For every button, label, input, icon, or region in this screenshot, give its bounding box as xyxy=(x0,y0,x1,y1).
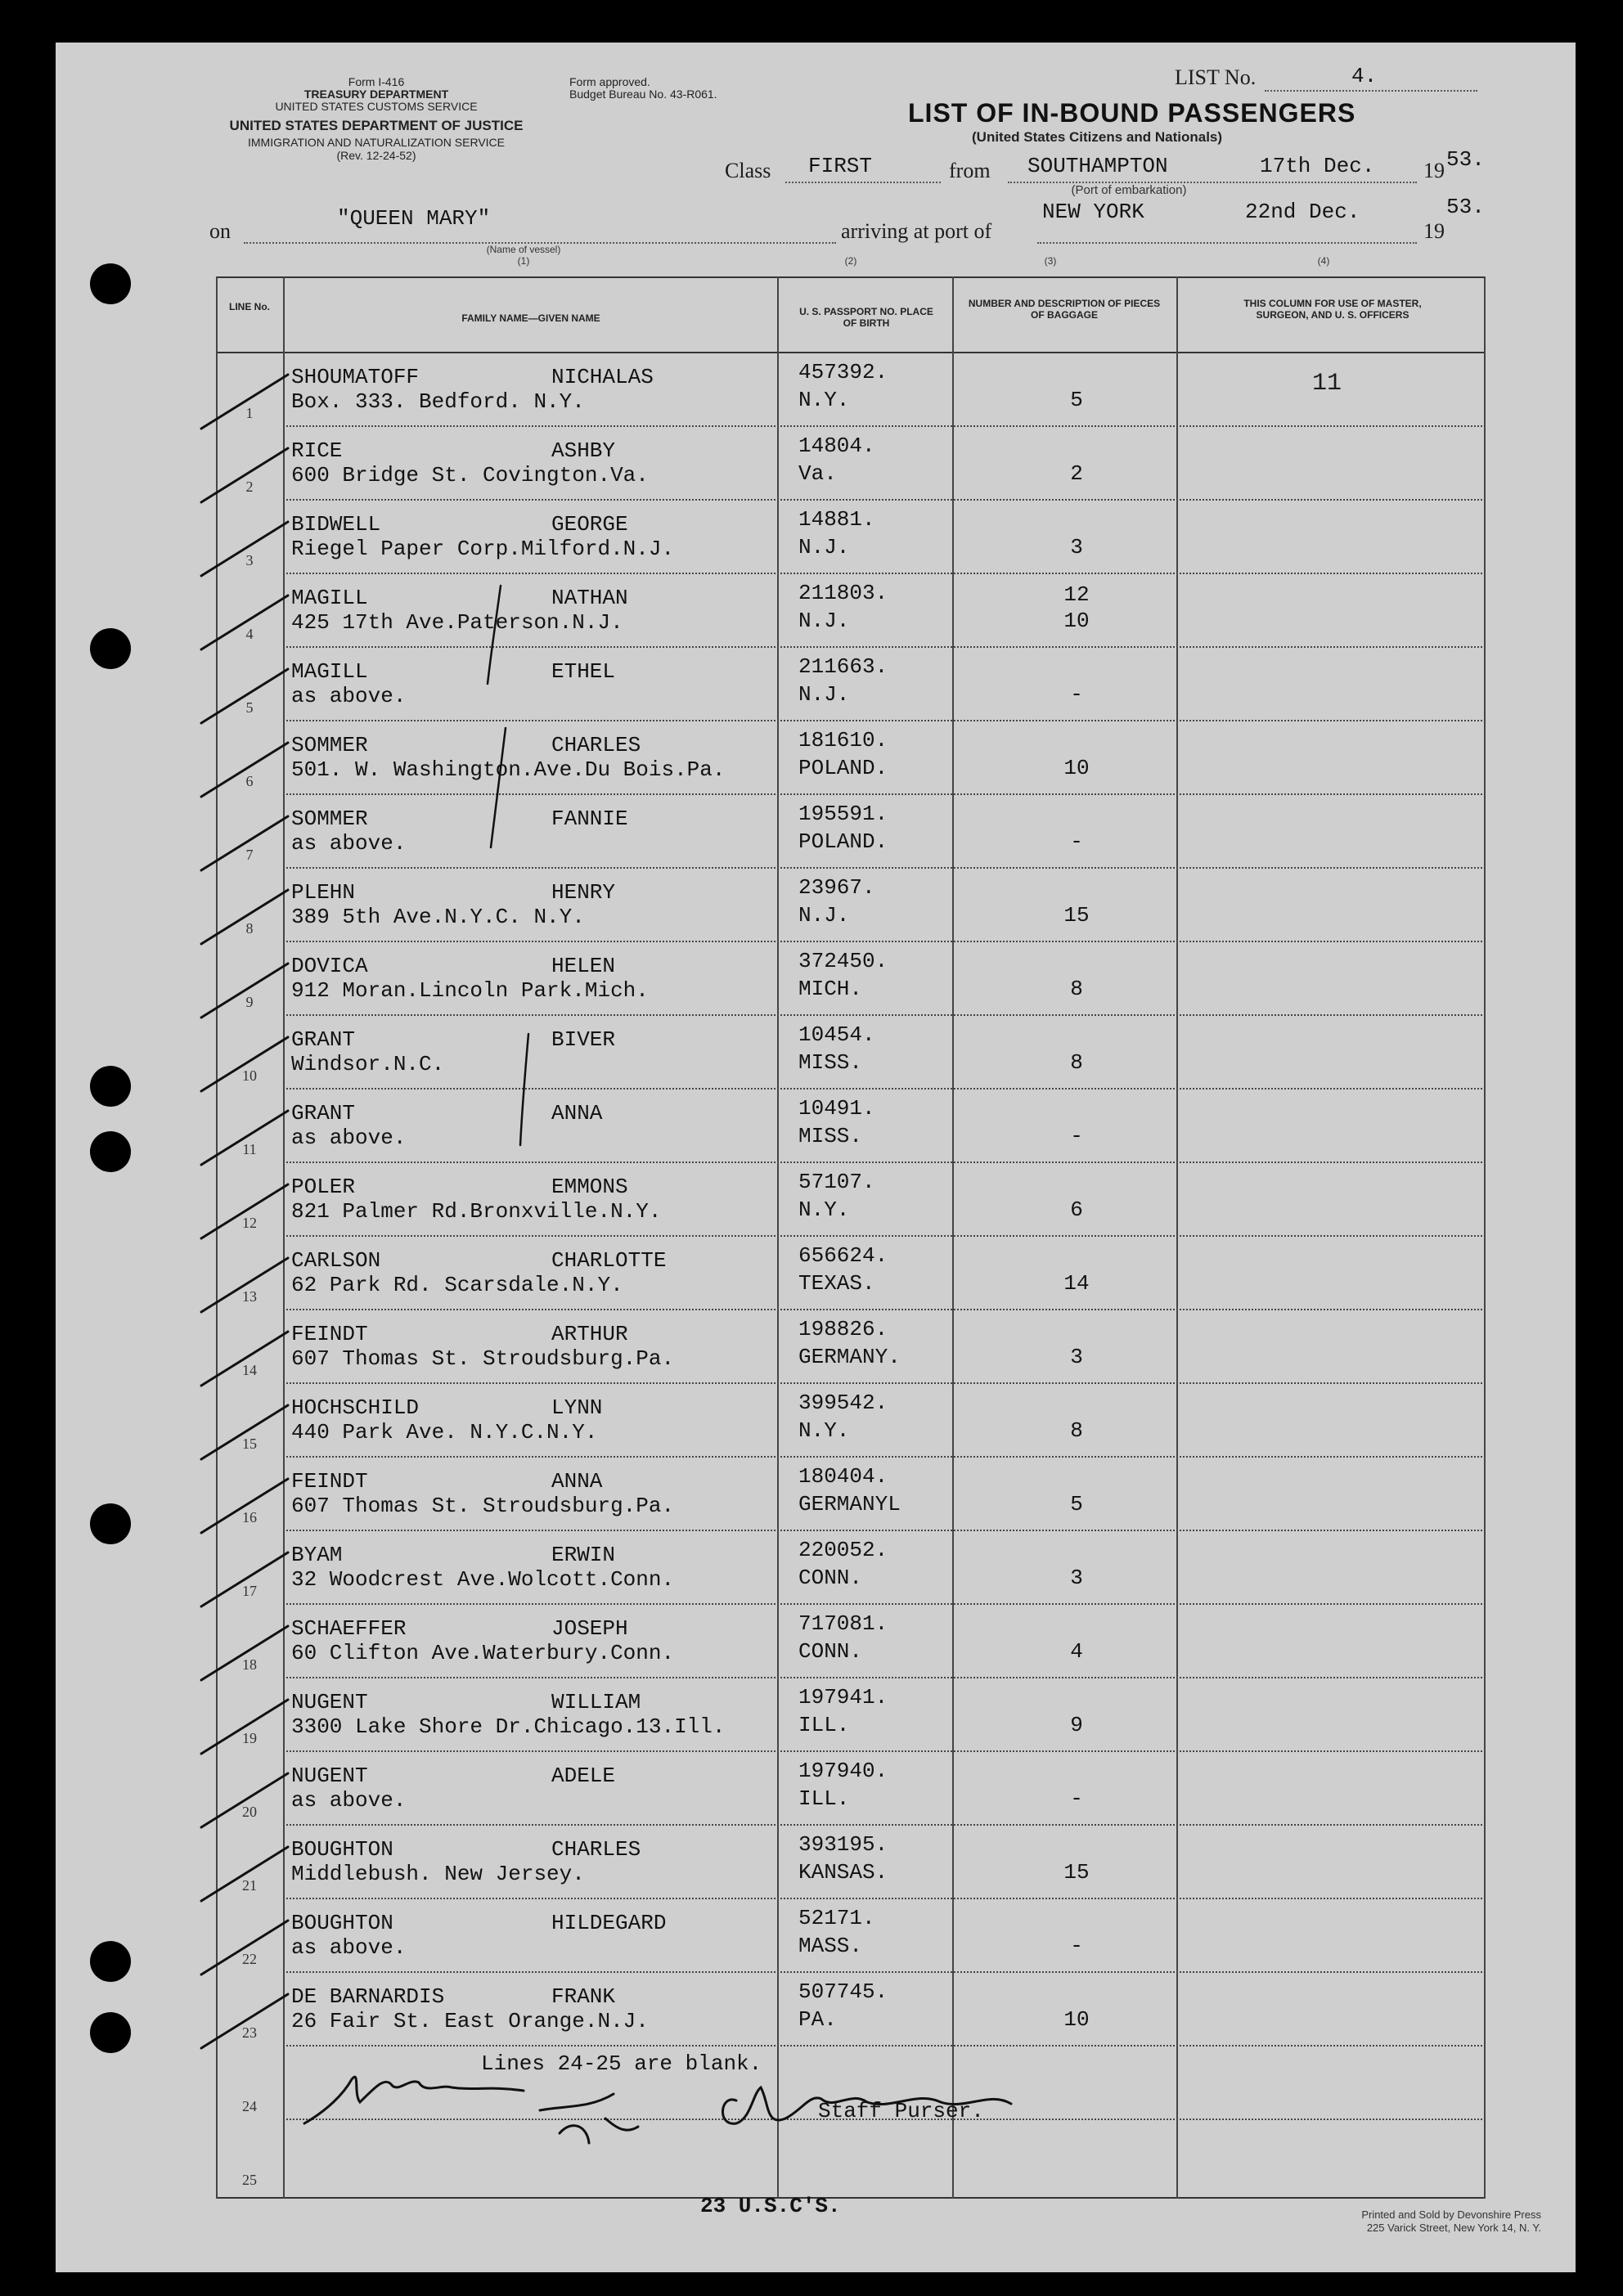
vessel-caption-number: (1) xyxy=(517,255,530,267)
arrival-line xyxy=(1037,242,1417,244)
list-no-line xyxy=(1265,90,1477,92)
cell-passport: 14881. xyxy=(798,507,875,532)
cell-given: CHARLES xyxy=(551,1837,641,1862)
cell-birthplace: N.Y. xyxy=(798,1197,850,1222)
cell-family: RICE xyxy=(291,438,343,463)
cell-baggage: 8 xyxy=(1070,1050,1083,1075)
cell-baggage: - xyxy=(1070,682,1083,707)
cell-birthplace: POLAND. xyxy=(798,829,888,854)
cell-address: as above. xyxy=(291,684,407,708)
cell-birthplace: N.J. xyxy=(798,535,850,559)
blank-lines-note: Lines 24-25 are blank. xyxy=(481,2051,762,2076)
cell-passport: 197941. xyxy=(798,1685,888,1710)
table-bottom-rule xyxy=(216,2197,1486,2199)
cell-passport: 198826. xyxy=(798,1317,888,1341)
cell-family: HOCHSCHILD xyxy=(291,1395,420,1420)
cell-family: FEINDT xyxy=(291,1322,368,1346)
depart-year: 53. xyxy=(1446,147,1485,172)
cell-address: 32 Woodcrest Ave.Wolcott.Conn. xyxy=(291,1567,675,1592)
cell-given: HENRY xyxy=(551,880,616,905)
cell-family: DOVICA xyxy=(291,954,368,978)
cell-baggage: 2 xyxy=(1070,461,1083,486)
cell-baggage: 5 xyxy=(1070,388,1083,412)
table-row xyxy=(216,1384,1486,1458)
cell-passport: 180404. xyxy=(798,1464,888,1489)
cell-birthplace: KANSAS. xyxy=(798,1860,888,1885)
cell-address: 600 Bridge St. Covington.Va. xyxy=(291,463,649,488)
ins-service: IMMIGRATION AND NATURALIZATION SERVICE xyxy=(248,136,505,149)
line-number: 22 xyxy=(242,1951,257,1967)
cell-family: BIDWELL xyxy=(291,512,381,537)
col-number-2-top: (2) xyxy=(844,255,857,267)
cell-birthplace: N.J. xyxy=(798,903,850,928)
cell-address: Windsor.N.C. xyxy=(291,1052,445,1076)
cell-passport: 393195. xyxy=(798,1832,888,1857)
cell-given: GEORGE xyxy=(551,512,628,537)
cell-birthplace: POLAND. xyxy=(798,756,888,780)
cell-given: CHARLES xyxy=(551,733,641,757)
printer-line-2: 225 Varick Street, New York 14, N. Y. xyxy=(1366,2222,1541,2234)
cell-birthplace: CONN. xyxy=(798,1639,863,1664)
table-row xyxy=(216,501,1486,574)
cell-baggage: 3 xyxy=(1070,535,1083,559)
cell-given: ANNA xyxy=(551,1101,603,1126)
cell-baggage: 5 xyxy=(1070,1492,1083,1516)
cell-address: as above. xyxy=(291,1126,407,1150)
cell-given: ASHBY xyxy=(551,438,616,463)
cell-given: HILDEGARD xyxy=(551,1911,667,1935)
table-row xyxy=(216,1237,1486,1310)
depart-year-prefix: 19 xyxy=(1423,159,1445,182)
line-number: 18 xyxy=(242,1656,257,1673)
table-row xyxy=(216,869,1486,942)
table-row xyxy=(216,427,1486,501)
col-officers: THIS COLUMN FOR USE OF MASTER, SURGEON, AND U. S. OFFICERS xyxy=(1243,298,1422,321)
binder-hole xyxy=(90,1131,131,1172)
cell-address: as above. xyxy=(291,831,407,856)
table-row xyxy=(216,1678,1486,1752)
col-line-no: LINE No. xyxy=(229,301,270,312)
cell-family: SOMMER xyxy=(291,733,368,757)
cell-address: 3300 Lake Shore Dr.Chicago.13.Ill. xyxy=(291,1714,726,1739)
line-number: 19 xyxy=(242,1730,257,1746)
cell-passport: 10491. xyxy=(798,1096,875,1121)
cell-birthplace: MISS. xyxy=(798,1050,863,1075)
table-row xyxy=(216,721,1486,795)
cell-family: BOUGHTON xyxy=(291,1837,393,1862)
cell-baggage: 10 xyxy=(1063,609,1090,633)
cell-birthplace: N.J. xyxy=(798,682,850,707)
col-baggage: NUMBER AND DESCRIPTION OF PIECES OF BAGGAGE xyxy=(968,298,1161,321)
cell-birthplace: N.Y. xyxy=(798,388,850,412)
cell-birthplace: CONN. xyxy=(798,1566,863,1590)
binder-hole xyxy=(90,2012,131,2053)
class-label: Class xyxy=(725,159,771,182)
cell-family: NUGENT xyxy=(291,1764,368,1788)
cell-family: BOUGHTON xyxy=(291,1911,393,1935)
vessel-name: "QUEEN MARY" xyxy=(337,206,491,231)
cell-passport: 23967. xyxy=(798,875,875,900)
cell-given: ERWIN xyxy=(551,1543,616,1567)
on-label: on xyxy=(209,219,231,243)
line-number: 15 xyxy=(242,1436,257,1452)
cell-family: CARLSON xyxy=(291,1248,381,1273)
cell-given: FRANK xyxy=(551,1984,616,2009)
cell-passport: 211663. xyxy=(798,654,888,679)
cell-birthplace: GERMANYL xyxy=(798,1492,901,1516)
cell-family: MAGILL xyxy=(291,659,368,684)
cell-birthplace: TEXAS. xyxy=(798,1271,875,1296)
cell-address: as above. xyxy=(291,1935,407,1960)
arrival-date: 22nd Dec. xyxy=(1245,200,1360,224)
cell-family: NUGENT xyxy=(291,1690,368,1714)
cell-family: POLER xyxy=(291,1175,356,1199)
table-row xyxy=(216,1458,1486,1531)
line-number: 2 xyxy=(245,479,254,495)
printer-imprint xyxy=(1361,2208,1541,2235)
line-number: 4 xyxy=(245,626,254,642)
cell-given: BIVER xyxy=(551,1027,616,1052)
cell-baggage: 4 xyxy=(1070,1639,1083,1664)
cell-address: 501. W. Washington.Ave.Du Bois.Pa. xyxy=(291,757,726,782)
cell-baggage: 15 xyxy=(1063,903,1090,928)
cell-address: 821 Palmer Rd.Bronxville.N.Y. xyxy=(291,1199,662,1224)
col-number-4-top: (4) xyxy=(1317,255,1330,267)
cell-given: HELEN xyxy=(551,954,616,978)
cell-baggage: - xyxy=(1070,1786,1083,1811)
cell-address: Riegel Paper Corp.Milford.N.J. xyxy=(291,537,675,561)
cell-family: SHOUMATOFF xyxy=(291,365,420,389)
cell-family: FEINDT xyxy=(291,1469,368,1494)
cell-officers: 11 xyxy=(1312,370,1342,398)
cell-given: NATHAN xyxy=(551,586,628,610)
cell-passport: 181610. xyxy=(798,728,888,753)
page-title: LIST OF IN-BOUND PASSENGERS xyxy=(908,98,1356,128)
arrival-port: NEW YORK xyxy=(1042,200,1144,224)
col-name: FAMILY NAME—GIVEN NAME xyxy=(461,312,600,324)
citizen-total: 23 U.S.C'S. xyxy=(700,2194,841,2218)
arriving-label: arriving at port of xyxy=(841,219,992,243)
cell-address: 60 Clifton Ave.Waterbury.Conn. xyxy=(291,1641,675,1665)
table-row xyxy=(216,1090,1486,1163)
cell-birthplace: GERMANY. xyxy=(798,1345,901,1369)
binder-hole xyxy=(90,1503,131,1544)
table-row xyxy=(216,574,1486,648)
line-number: 3 xyxy=(245,552,254,568)
table-row xyxy=(216,942,1486,1016)
binder-hole xyxy=(90,263,131,304)
cell-birthplace: ILL. xyxy=(798,1786,850,1811)
cell-birthplace: MICH. xyxy=(798,977,863,1001)
line-number: 5 xyxy=(245,699,254,716)
table-row xyxy=(216,1605,1486,1678)
cell-baggage: 3 xyxy=(1070,1566,1083,1590)
justice-dept: UNITED STATES DEPARTMENT OF JUSTICE xyxy=(229,118,524,133)
table-row xyxy=(216,1899,1486,1973)
cell-family: MAGILL xyxy=(291,586,368,610)
table-top-rule xyxy=(216,276,1486,278)
cell-passport: 197940. xyxy=(798,1759,888,1783)
col-number-3-top: (3) xyxy=(1044,255,1057,267)
line-number: 24 xyxy=(242,2098,257,2114)
list-no-label: LIST No. xyxy=(1175,65,1257,89)
cell-family: GRANT xyxy=(291,1027,356,1052)
cell-address: Middlebush. New Jersey. xyxy=(291,1862,585,1886)
class-value: FIRST xyxy=(808,154,873,178)
table-row xyxy=(216,1752,1486,1826)
cell-given: ANNA xyxy=(551,1469,603,1494)
cell-baggage: - xyxy=(1070,1124,1083,1148)
line-number: 21 xyxy=(242,1877,257,1894)
staff-purser-label: Staff Purser. xyxy=(818,2099,984,2123)
cell-family: BYAM xyxy=(291,1543,343,1567)
table-row xyxy=(216,1531,1486,1605)
revision: (Rev. 12-24-52) xyxy=(336,149,416,162)
cell-passport: 10454. xyxy=(798,1022,875,1047)
cell-passport: 195591. xyxy=(798,802,888,826)
cell-passport: 507745. xyxy=(798,1979,888,2004)
cell-address: 607 Thomas St. Stroudsburg.Pa. xyxy=(291,1494,675,1518)
cell-baggage: - xyxy=(1070,1934,1083,1958)
cell-passport: 52171. xyxy=(798,1906,875,1930)
cell-birthplace: ILL. xyxy=(798,1713,850,1737)
table-row xyxy=(216,1163,1486,1237)
cell-address: as above. xyxy=(291,1788,407,1813)
cell-baggage: 3 xyxy=(1070,1345,1083,1369)
cell-baggage: 14 xyxy=(1063,1271,1090,1296)
cell-family: PLEHN xyxy=(291,880,356,905)
cell-birthplace: Va. xyxy=(798,461,837,486)
table-row xyxy=(216,648,1486,721)
page-subtitle: (United States Citizens and Nationals) xyxy=(972,129,1223,145)
customs-service: UNITED STATES CUSTOMS SERVICE xyxy=(275,100,478,113)
list-no-value: 4. xyxy=(1351,64,1378,88)
line-number: 10 xyxy=(242,1067,257,1084)
class-line xyxy=(785,182,941,183)
cell-address: 607 Thomas St. Stroudsburg.Pa. xyxy=(291,1346,675,1371)
table-row xyxy=(216,1310,1486,1384)
cell-family: GRANT xyxy=(291,1101,356,1126)
line-number: 8 xyxy=(245,920,254,937)
cell-address: 912 Moran.Lincoln Park.Mich. xyxy=(291,978,649,1003)
table-row xyxy=(216,1016,1486,1090)
col-passport: U. S. PASSPORT NO. PLACE OF BIRTH xyxy=(799,306,933,329)
line-number: 6 xyxy=(245,773,254,789)
cell-given: JOSEPH xyxy=(551,1616,628,1641)
binder-hole xyxy=(90,628,131,669)
cell-birthplace: MASS. xyxy=(798,1934,863,1958)
binder-hole xyxy=(90,1941,131,1982)
cell-given: ETHEL xyxy=(551,659,616,684)
cell-passport: 399542. xyxy=(798,1391,888,1415)
cell-given: EMMONS xyxy=(551,1175,628,1199)
cell-birthplace: MISS. xyxy=(798,1124,863,1148)
line-number: 17 xyxy=(242,1583,257,1599)
line-number: 9 xyxy=(245,994,254,1010)
line-number: 20 xyxy=(242,1804,257,1820)
cell-given: CHARLOTTE xyxy=(551,1248,667,1273)
cell-baggage: 8 xyxy=(1070,1418,1083,1443)
port-caption: (Port of embarkation) xyxy=(1071,183,1187,197)
cell-given: ADELE xyxy=(551,1764,616,1788)
cell-passport: 57107. xyxy=(798,1170,875,1194)
table-row xyxy=(216,1973,1486,2047)
table-row xyxy=(216,1826,1486,1899)
cell-family: SOMMER xyxy=(291,807,368,831)
cell-passport: 457392. xyxy=(798,360,888,384)
table-row xyxy=(216,353,1486,427)
cell-passport: 14804. xyxy=(798,434,875,458)
cell-address: 425 17th Ave.Paterson.N.J. xyxy=(291,610,623,635)
cell-birthplace: N.J. xyxy=(798,609,850,633)
passenger-table xyxy=(216,276,1486,2199)
cell-passport: 211803. xyxy=(798,581,888,605)
cell-family: DE BARNARDIS xyxy=(291,1984,445,2009)
cell-passport: 656624. xyxy=(798,1243,888,1268)
cell-baggage: 10 xyxy=(1063,756,1090,780)
from-label: from xyxy=(949,159,991,182)
line-number: 7 xyxy=(245,847,254,863)
arrival-year: 53. xyxy=(1446,195,1485,219)
printer-line-1: Printed and Sold by Devonshire Press xyxy=(1361,2208,1541,2221)
cell-given: LYNN xyxy=(551,1395,603,1420)
depart-date: 17th Dec. xyxy=(1260,154,1375,178)
cell-given: FANNIE xyxy=(551,807,628,831)
cell-baggage-top: 12 xyxy=(1063,582,1090,607)
from-port: SOUTHAMPTON xyxy=(1027,154,1168,178)
binder-hole xyxy=(90,1066,131,1107)
line-number: 11 xyxy=(242,1141,257,1157)
cell-address: 26 Fair St. East Orange.N.J. xyxy=(291,2009,649,2033)
line-number: 1 xyxy=(245,405,254,421)
line-number: 25 xyxy=(242,2172,257,2188)
cell-birthplace: PA. xyxy=(798,2007,837,2032)
vessel-caption: (Name of vessel) xyxy=(486,244,561,255)
cell-baggage: - xyxy=(1070,829,1083,854)
line-number: 23 xyxy=(242,2024,257,2041)
cell-passport: 372450. xyxy=(798,949,888,973)
budget-bureau: Budget Bureau No. 43-R061. xyxy=(569,88,717,101)
form-number: Form I-416 xyxy=(348,75,405,88)
table-row xyxy=(216,2120,1486,2194)
cell-baggage: 10 xyxy=(1063,2007,1090,2032)
cell-baggage: 15 xyxy=(1063,1860,1090,1885)
line-number: 12 xyxy=(242,1215,257,1231)
cell-address: Box. 333. Bedford. N.Y. xyxy=(291,389,585,414)
line-number: 16 xyxy=(242,1509,257,1525)
cell-baggage: 8 xyxy=(1070,977,1083,1001)
cell-given: ARTHUR xyxy=(551,1322,628,1346)
cell-passport: 717081. xyxy=(798,1611,888,1636)
table-row xyxy=(216,795,1486,869)
treasury-dept: TREASURY DEPARTMENT xyxy=(303,88,449,101)
cell-baggage: 6 xyxy=(1070,1197,1083,1222)
cell-family: SCHAEFFER xyxy=(291,1616,407,1641)
cell-given: NICHALAS xyxy=(551,365,654,389)
cell-passport: 220052. xyxy=(798,1538,888,1562)
cell-address: 389 5th Ave.N.Y.C. N.Y. xyxy=(291,905,585,929)
form-approved: Form approved. xyxy=(569,75,650,88)
cell-address: 440 Park Ave. N.Y.C.N.Y. xyxy=(291,1420,598,1445)
cell-birthplace: N.Y. xyxy=(798,1418,850,1443)
line-number: 14 xyxy=(242,1362,257,1378)
cell-baggage: 9 xyxy=(1070,1713,1083,1737)
cell-given: WILLIAM xyxy=(551,1690,641,1714)
cell-address: 62 Park Rd. Scarsdale.N.Y. xyxy=(291,1273,623,1297)
line-number: 13 xyxy=(242,1288,257,1305)
arrival-year-prefix: 19 xyxy=(1423,219,1445,243)
